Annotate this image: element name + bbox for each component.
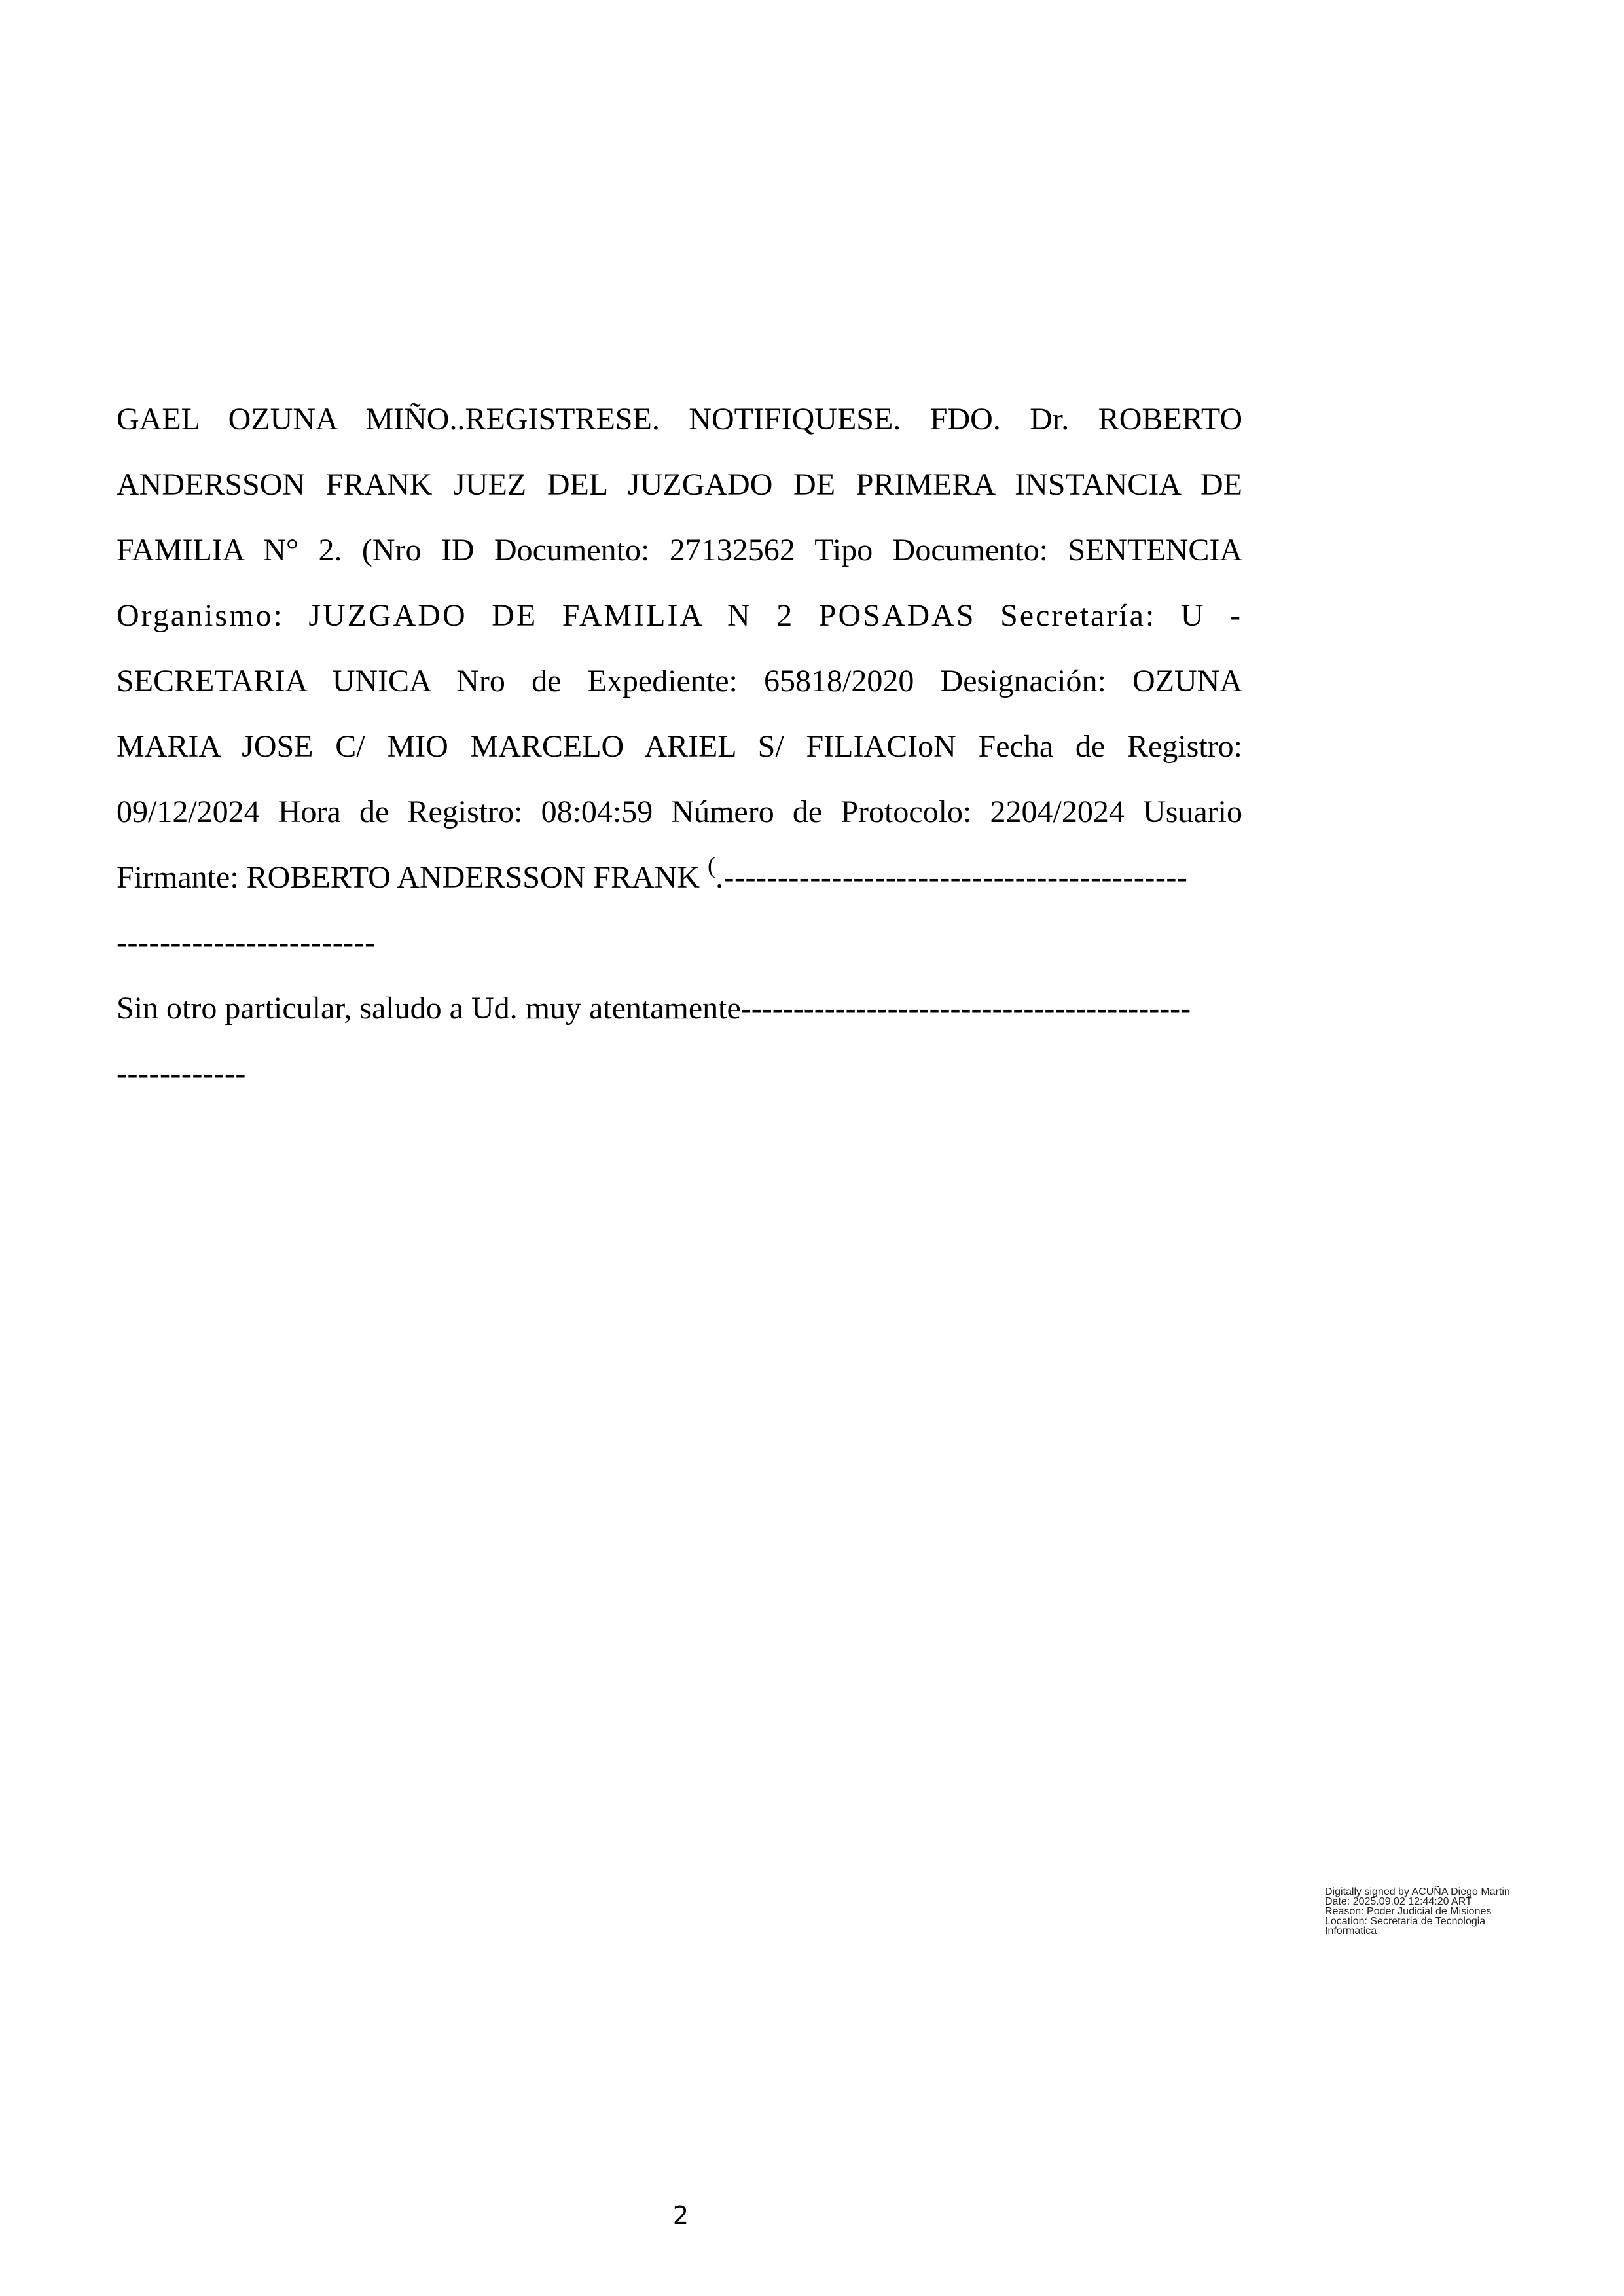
signer-line bbox=[117, 852, 1242, 922]
body-line-3: FAMILIA N° 2. (Nro ID Documento: 27132562 Tipo Documento: SENTENCIA bbox=[117, 533, 1242, 567]
document-body bbox=[117, 398, 1242, 1118]
page-number: 2 bbox=[672, 2201, 689, 2230]
body-line-2: ANDERSSON FRANK JUEZ DEL JUZGADO DE PRIMERA INSTANCIA DE bbox=[117, 467, 1242, 502]
signature-location-cont: Informatica bbox=[1325, 1926, 1377, 1937]
signer-name: Firmante: ROBERTO ANDERSSON FRANK bbox=[117, 860, 700, 895]
closing-line: Sin otro particular, saludo a Ud. muy atentamente------------------------------------------- bbox=[117, 991, 1191, 1026]
digital-signature-block bbox=[1325, 1887, 1561, 1936]
body-line-5: SECRETARIA UNICA Nro de Expediente: 65818/2020 Designación: OZUNA bbox=[117, 664, 1242, 698]
dash-line-1: ------------------------ bbox=[117, 925, 376, 960]
signer-mark: ( bbox=[708, 852, 715, 878]
signature-signed-by: Digitally signed by ACUÑA Diego Martin bbox=[1325, 1886, 1510, 1897]
body-line-6: MARIA JOSE C/ MIO MARCELO ARIEL S/ FILIACIoN Fecha de Registro: bbox=[117, 729, 1242, 764]
signature-reason: Reason: Poder Judicial de Misiones bbox=[1325, 1906, 1492, 1917]
body-line-4: Organismo: JUZGADO DE FAMILIA N 2 POSADAS Secretaría: U - bbox=[117, 598, 1242, 633]
body-line-7: 09/12/2024 Hora de Registro: 08:04:59 Número de Protocolo: 2204/2024 Usuario bbox=[117, 795, 1242, 829]
signature-date: Date: 2025.09.02 12:44:20 ART bbox=[1325, 1896, 1472, 1907]
dash-line-2: ------------ bbox=[117, 1056, 246, 1091]
body-line-1: GAEL OZUNA MIÑO..REGISTRESE. NOTIFIQUESE. FDO. Dr. ROBERTO bbox=[117, 402, 1242, 437]
signer-trailing-dashes: .------------------------------------------- bbox=[715, 860, 1188, 895]
signature-location: Location: Secretaria de Tecnologia bbox=[1325, 1916, 1486, 1927]
